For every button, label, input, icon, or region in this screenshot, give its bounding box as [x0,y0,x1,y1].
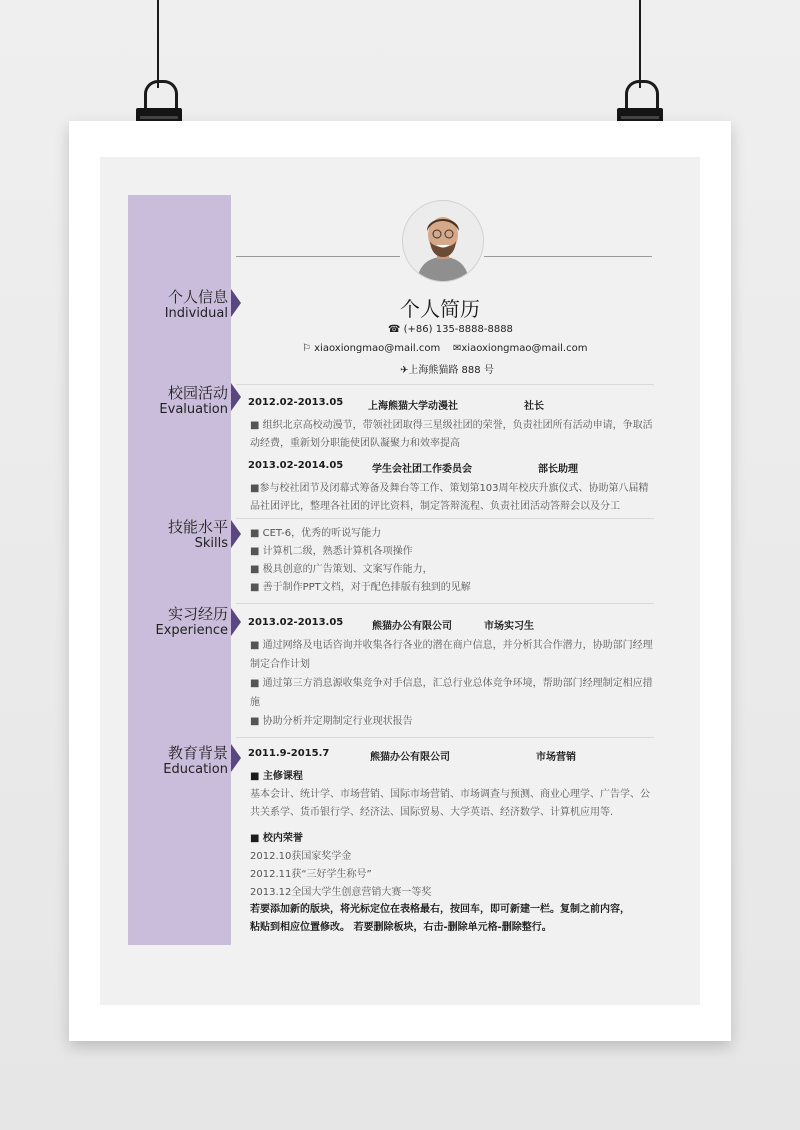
section-divider [236,603,654,604]
hanging-string-left [157,0,159,88]
entry-desc-line: ■ 组织北京高校动漫节，带领社团取得三星级社团的荣誉，负责社团所有活动申请，争取活 [250,420,653,431]
section-arrow-icon [231,520,241,548]
template-note-line: 粘贴到相应位置修改。 若要删除板块，右击-删除单元格-删除整行。 [250,922,552,933]
section-title-en: Individual [164,306,228,321]
person-photo-icon [403,201,483,281]
entry-org: 熊猫办公有限公司 [370,752,450,763]
entry-major: 市场营销 [536,752,576,763]
section-title-en: Evaluation [159,402,228,417]
section-label-skills [128,518,228,552]
skill-item: ■ 计算机二级，熟悉计算机各项操作 [250,546,413,557]
section-title-zh: 校园活动 [167,384,228,402]
section-title-zh: 实习经历 [167,605,228,623]
skill-item: ■ 极具创意的广告策划、文案写作能力， [250,564,433,575]
section-label-evaluation [128,384,228,418]
entry-desc-line: 制定合作计划 [250,659,310,670]
section-divider [236,518,654,519]
entry-role: 市场实习生 [484,621,534,632]
section-title-en: Skills [194,536,228,551]
honor-item: 2013.12全国大学生创意营销大赛一等奖 [250,887,432,898]
section-title-en: Education [163,762,228,777]
avatar [402,200,484,282]
entry-role: 社长 [524,401,544,412]
entry-desc-line: 品社团评比，整理各社团的评比资料，制定答辩流程、负责社团活动答辩会以及分工 [250,501,620,512]
entry-desc-line: ■ 通过网络及电话咨询并收集各行各业的潜在商户信息，并分析其合作潜力，协助部门经理 [250,640,653,651]
entry-desc-line: ■ 通过第三方消息源收集竞争对手信息，汇总行业总体竞争环境，帮助部门经理制定相应措 [250,678,653,689]
section-title-zh: 教育背景 [167,744,228,762]
honor-item: 2012.10获国家奖学金 [250,851,352,862]
skill-item: ■ CET-6，优秀的听说写能力 [250,528,382,539]
courses-line: 基本会计、统计学、市场营销、国际市场营销、市场调查与预测、商业心理学、广告学、公 [250,789,650,800]
header-rule-left [236,256,400,257]
entry-date: 2013.02-2013.05 [248,617,344,628]
entry-date: 2012.02-2013.05 [248,397,344,408]
section-label-experience [128,605,228,639]
section-arrow-icon [231,289,241,317]
phone-text: ☎ (+86) 135-8888-8888 [388,324,513,335]
entry-org: 上海熊猫大学动漫社 [368,401,458,412]
courses-heading: ■ 主修课程 [250,771,303,782]
section-divider [236,384,654,385]
address-text: ✈上海熊猫路 888 号 [400,365,494,376]
section-label-education [128,744,228,778]
entry-date: 2013.02-2014.05 [248,460,344,471]
section-divider [236,737,654,738]
section-arrow-icon [231,383,241,411]
email-text[interactable]: ✉xiaoxiongmao@mail.com [453,343,588,354]
template-note-line: 若要添加新的版块，将光标定位在表格最右，按回车，即可新建一栏。复制之前内容， [250,904,630,915]
skill-item: ■ 善于制作PPT文档，对于配色排版有独到的见解 [250,582,471,593]
courses-line: 共关系学、货币银行学、经济法、国际贸易、大学英语、经济数学、计算机应用等. [250,807,614,818]
section-arrow-icon [231,608,241,636]
entry-date: 2011.9-2015.7 [248,748,330,759]
qq-text[interactable]: ⚐ xiaoxiongmao@mail.com [302,343,441,354]
entry-desc-line: 施 [250,697,260,708]
section-title-zh: 个人信息 [167,288,228,306]
entry-role: 部长助理 [538,464,578,475]
entry-org: 熊猫办公有限公司 [372,621,452,632]
resume-title: 个人简历 [400,297,480,321]
section-arrow-icon [231,744,241,772]
entry-org: 学生会社团工作委员会 [372,464,472,475]
honor-item: 2012.11获“三好学生称号” [250,869,372,880]
hanging-string-right [639,0,641,88]
honors-heading: ■ 校内荣誉 [250,833,303,844]
entry-desc-line: 动经费，重新划分职能使团队凝聚力和效率提高 [250,438,460,449]
section-label-individual [128,288,228,322]
section-title-zh: 技能水平 [167,518,228,536]
section-title-en: Experience [155,623,228,638]
entry-desc-line: ■ 协助分析并定期制定行业现状报告 [250,716,413,727]
entry-desc-line: ■参与校社团节及闭幕式筹备及舞台等工作、策划第103周年校庆升旗仪式、协助第八届精 [250,483,649,494]
header-rule-right [484,256,652,257]
